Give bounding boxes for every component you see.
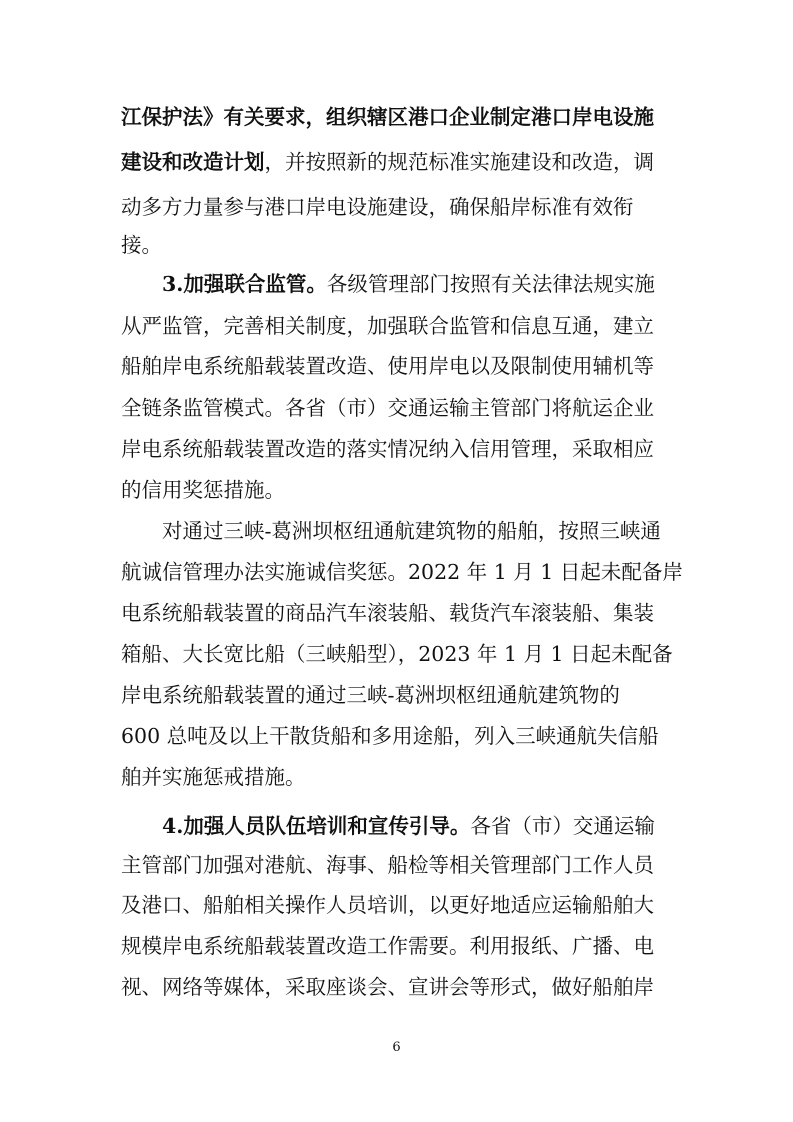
- text-line: [121, 143, 677, 181]
- text: 各级管理部门按照有关法律法规实施: [326, 272, 655, 296]
- text: 岸电系统船载装置的通过三峡-葛洲坝枢纽通航建筑物的: [121, 683, 620, 707]
- page-number: 6: [392, 1040, 401, 1055]
- text: 对通过三峡-葛洲坝枢纽通航建筑物的船舶，按照三峡通: [162, 519, 661, 543]
- text: 全链条监管模式。各省（市）交通运输主管部门将航运企业: [121, 396, 654, 420]
- text-line: [121, 347, 677, 385]
- text: 主管部门加强对港航、海事、船检等相关管理部门工作人员: [121, 853, 654, 877]
- text: ，并按照新的规范标准实施建设和改造，调: [264, 150, 654, 174]
- text-line: [121, 226, 677, 264]
- text-line: [121, 635, 677, 673]
- text: 从严监管，完善相关制度，加强联合监管和信息互通，建立: [121, 314, 654, 338]
- text-line: [121, 98, 677, 136]
- text: 接。: [121, 233, 162, 257]
- text-line: [121, 846, 677, 884]
- text-line: [121, 758, 677, 796]
- text: 及港口、船舶相关操作人员培训，以更好地适应运输船舶大: [121, 893, 654, 917]
- text: 规模岸电系统船载装置改造工作需要。利用报纸、广播、电: [121, 934, 654, 958]
- text: 岸电系统船载装置改造的落实情况纳入信用管理，采取相应: [121, 437, 654, 461]
- text: 动多方力量参与港口岸电设施建设，确保船岸标准有效衔: [121, 195, 634, 219]
- text-line: [121, 717, 677, 755]
- section-heading: 4.加强人员队伍培训和宣传引导。: [162, 814, 471, 838]
- text: 各省（市）交通运输: [470, 814, 655, 838]
- text: 舶并实施惩戒措施。: [121, 765, 306, 789]
- text: 600 总吨及以上干散货船和多用途船，列入三峡通航失信船: [121, 724, 659, 748]
- text: 视、网络等媒体，采取座谈会、宣讲会等形式，做好船舶岸: [121, 975, 654, 999]
- text-line: [121, 430, 677, 468]
- text: 的信用奖惩措施。: [121, 478, 285, 502]
- text-line: [121, 886, 677, 924]
- text-line: [121, 389, 677, 427]
- text-line: [121, 927, 677, 965]
- text: 航诚信管理办法实施诚信奖惩。2022 年 1 月 1 日起未配备岸: [121, 560, 683, 584]
- section-heading: 3.加强联合监管。: [162, 272, 327, 296]
- text-line: [121, 307, 677, 345]
- text-line: [121, 471, 677, 509]
- text-line: [162, 512, 677, 550]
- text-line: [121, 968, 677, 1006]
- text: 箱船、大长宽比船（三峡船型），2023 年 1 月 1 日起未配备: [121, 642, 673, 666]
- bold-text: 江保护法》有关要求，组织辖区港口企业制定港口岸电设施: [121, 105, 654, 129]
- heading-line: [162, 265, 677, 303]
- text-line: [121, 553, 683, 591]
- text: 船舶岸电系统船载装置改造、使用岸电以及限制使用辅机等: [121, 354, 654, 378]
- heading-line: [162, 807, 677, 845]
- text-line: [121, 676, 677, 714]
- text-line: [121, 188, 677, 226]
- text: 电系统船载装置的商品汽车滚装船、载货汽车滚装船、集装: [121, 601, 654, 625]
- text-line: [121, 594, 677, 632]
- bold-text: 建设和改造计划: [121, 150, 265, 174]
